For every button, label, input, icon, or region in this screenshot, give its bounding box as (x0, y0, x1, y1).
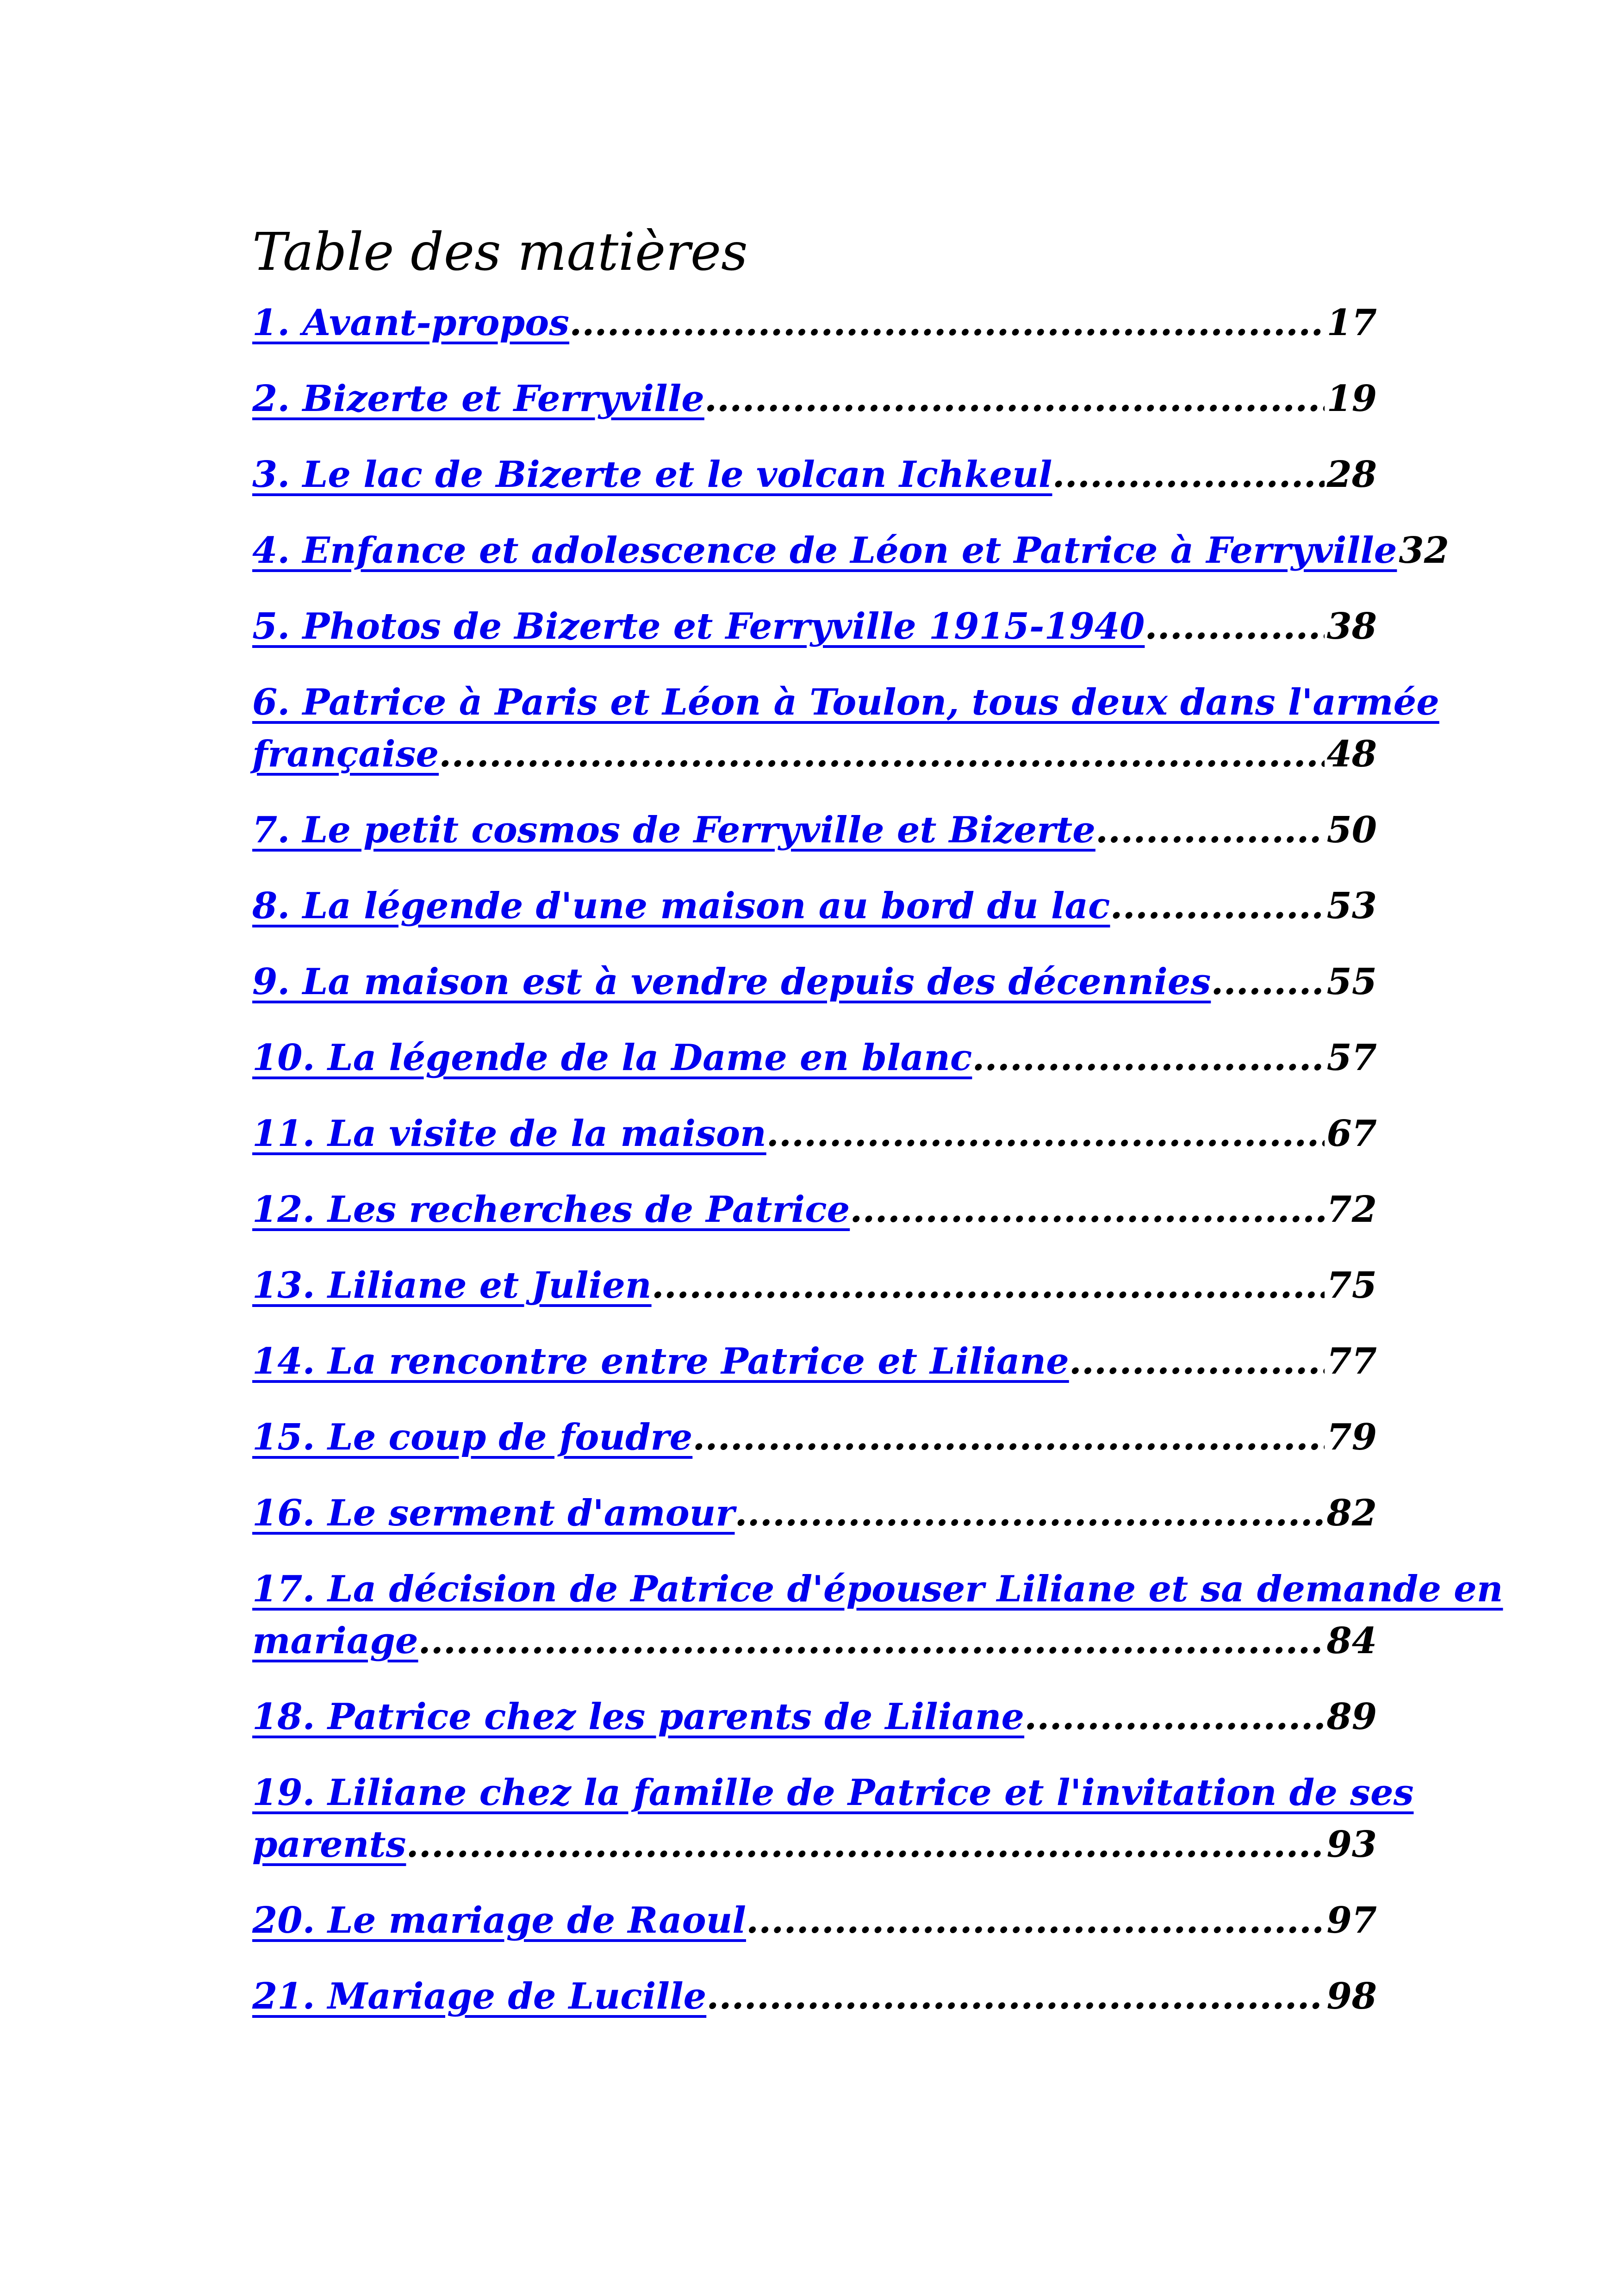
toc-entry (252, 1895, 1377, 1947)
toc-link[interactable]: 8. La légende d'une maison au bord du lac (252, 885, 1110, 927)
toc-link[interactable]: 7. Le petit cosmos de Ferryville et Bizerte (252, 809, 1095, 851)
dot-leader (439, 728, 1325, 780)
toc-link[interactable]: 15. Le coup de foudre (252, 1416, 693, 1458)
dot-leader (850, 1184, 1325, 1236)
toc-entry (252, 956, 1377, 1008)
page-number: 93 (1326, 1823, 1377, 1866)
toc-entry (252, 297, 1377, 349)
dot-leader (692, 1412, 1325, 1463)
toc-entry (252, 449, 1377, 501)
page-number: 57 (1326, 1037, 1377, 1079)
page-number: 77 (1326, 1340, 1377, 1382)
toc-link[interactable]: 14. La rencontre entre Patrice et Liliane (252, 1340, 1069, 1382)
toc-entry (252, 1032, 1377, 1084)
dot-leader (972, 1032, 1325, 1084)
toc-entry (252, 1412, 1377, 1463)
toc-entry (252, 804, 1377, 856)
page-number: 89 (1326, 1696, 1377, 1738)
toc-entry (252, 1691, 1377, 1743)
toc-link[interactable]: 5. Photos de Bizerte et Ferryville 1915-1940 (252, 605, 1145, 647)
toc-link[interactable]: 1. Avant-propos (252, 302, 570, 344)
toc-entry (252, 1108, 1377, 1160)
dot-leader (1052, 449, 1325, 501)
toc-link[interactable]: 9. La maison est à vendre depuis des décennies (252, 961, 1211, 1003)
dot-leader (1211, 956, 1325, 1008)
page-number: 55 (1326, 961, 1377, 1003)
dot-leader (704, 373, 1325, 425)
page-number: 67 (1326, 1113, 1377, 1155)
toc-link[interactable]: 6. Patrice à Paris et Léon à Toulon, tous deux dans l'armée (252, 681, 1439, 723)
toc-link[interactable]: 16. Le serment d'amour (252, 1492, 735, 1534)
toc-container (252, 218, 1503, 2047)
page-number: 84 (1326, 1620, 1377, 1662)
toc-entry (252, 1336, 1377, 1388)
toc-link-continued[interactable]: française (252, 733, 439, 775)
toc-link[interactable]: 13. Liliane et Julien (252, 1264, 652, 1307)
toc-entry (252, 601, 1377, 653)
toc-link[interactable]: 21. Mariage de Lucille (252, 1975, 707, 2017)
toc-link[interactable]: 20. Le mariage de Raoul (252, 1899, 746, 1941)
dot-leader (1145, 601, 1325, 653)
toc-link[interactable]: 18. Patrice chez les parents de Liliane (252, 1696, 1025, 1738)
toc-entry (252, 880, 1377, 932)
toc-entry (252, 1184, 1377, 1236)
page-number: 50 (1326, 809, 1377, 851)
page-number: 75 (1326, 1264, 1377, 1307)
dot-leader (735, 1487, 1325, 1539)
toc-link[interactable]: 11. La visite de la maison (252, 1113, 766, 1155)
page-number: 82 (1326, 1492, 1377, 1534)
toc-link[interactable]: 2. Bizerte et Ferryville (252, 378, 704, 420)
dot-leader (1069, 1336, 1325, 1388)
toc-link[interactable]: 19. Liliane chez la famille de Patrice et l'invitation de ses (252, 1772, 1414, 1814)
toc-entry (252, 1971, 1377, 2022)
page-number: 38 (1326, 605, 1377, 647)
dot-leader (569, 297, 1325, 349)
toc-link-continued[interactable]: mariage (252, 1620, 418, 1662)
dot-leader (706, 1971, 1325, 2022)
toc-title: Table des matières (252, 222, 748, 282)
dot-leader (1110, 880, 1325, 932)
toc-entry (252, 1767, 1414, 1871)
dot-leader (1024, 1691, 1325, 1743)
toc-entry (252, 677, 1439, 780)
page-number: 19 (1326, 378, 1377, 420)
page-number: 72 (1326, 1188, 1377, 1231)
page-number: 53 (1326, 885, 1377, 927)
toc-entry (252, 373, 1377, 425)
toc-link[interactable]: 3. Le lac de Bizerte et le volcan Ichkeul (252, 454, 1052, 496)
toc-link-continued[interactable]: parents (252, 1823, 406, 1866)
page-number: 28 (1326, 454, 1377, 496)
page-number: 98 (1326, 1975, 1377, 2017)
page-number: 97 (1326, 1899, 1377, 1941)
toc-link[interactable]: 10. La légende de la Dame en blanc (252, 1037, 972, 1079)
page-number: 17 (1326, 302, 1377, 344)
toc-link[interactable]: 4. Enfance et adolescence de Léon et Patrice à Ferryville (252, 529, 1397, 572)
toc-entry (252, 525, 1449, 577)
toc-entry (252, 1563, 1503, 1667)
page-number: 79 (1326, 1416, 1377, 1458)
dot-leader (652, 1260, 1325, 1312)
page-number: 32 (1399, 529, 1449, 572)
toc-list (252, 297, 1503, 2022)
toc-link[interactable]: 12. Les recherches de Patrice (252, 1188, 850, 1231)
page-number: 48 (1326, 733, 1377, 775)
dot-leader (418, 1615, 1325, 1667)
toc-entry (252, 1487, 1377, 1539)
toc-link[interactable]: 17. La décision de Patrice d'épouser Liliane et sa demande en (252, 1568, 1503, 1610)
dot-leader (746, 1895, 1325, 1947)
dot-leader (1095, 804, 1325, 856)
dot-leader (766, 1108, 1325, 1160)
dot-leader (406, 1819, 1325, 1871)
toc-entry (252, 1260, 1377, 1312)
